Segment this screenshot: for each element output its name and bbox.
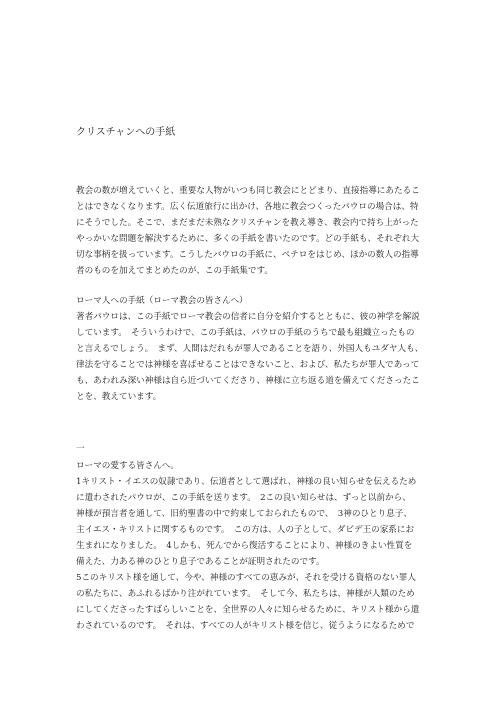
intro-line: とはできなくなります。広く伝道旅行に出かけ、各地に教会つくったパウロの場合は、特 <box>76 202 419 212</box>
verse-line: 備えた、力ある神のひとり息子であることが証明されたのです。 <box>76 557 325 567</box>
intro-paragraph <box>76 183 424 279</box>
description-line: も、あわれみ深い神様は自ら近づいてくださり、神様に立ち返る道を備えてくださったこ <box>76 376 420 386</box>
verse-line: 生まれになりました。 4しかも、死んでから復活することにより、神様のきよい性質を <box>76 541 413 551</box>
description-line: 著者パウロは、この手紙でローマ教会の信者に自分を紹介するとともに、彼の神学を解説 <box>76 312 420 322</box>
verse-line: 主イエス・キリストに関するものです。 この方は、人の子として、ダビデ王の家系にお <box>76 525 415 535</box>
verse-line: の私たちに、あふれるばかり注がれています。 そして今、私たちは、神様が人類のため <box>76 589 415 599</box>
verses-body <box>76 458 424 634</box>
intro-line: にそうでした。そこで、まだまだ未熟なクリスチャンを教え導き、教会内で持ち上がった <box>76 218 419 228</box>
intro-line: 教会の数が増えていくと、重要な人物がいつも同じ教会にとどまり、直接指導にあたるこ <box>76 186 420 196</box>
verse-line: に遣わされたパウロが、この手紙を送ります。 2この良い知らせは、ずっと以前から、 <box>76 493 411 503</box>
chapter-number: 一 <box>76 444 85 454</box>
verse-line: 5このキリスト様を通して、今や、神様のすべての恵みが、それを受ける資格のない罪人 <box>76 573 416 583</box>
chapter-heading <box>76 441 424 457</box>
romans-heading <box>76 293 424 309</box>
intro-line: 者のものを加えてまとめたのが、この手紙集です。 <box>76 266 273 276</box>
verse-line: ローマの愛する皆さんへ。 <box>76 461 179 471</box>
description-line: しています。 そういうわけで、この手紙は、パウロの手紙のうちで最も組織立ったもの <box>76 328 415 338</box>
section-heading: ローマ人への手紙（ローマ教会の皆さんへ） <box>76 296 248 306</box>
verse-line: にしてくださったすばらしいことを、全世界の人々に知らせるために、キリスト様から遣 <box>76 605 420 615</box>
intro-line: 切な事柄を扱っています。こうしたパウロの手紙に、ペテロをはじめ、ほかの数人の指導 <box>76 250 419 260</box>
intro-line: やっかいな問題を解決するために、多くの手紙を書いたのです。どの手紙も、それぞれ大 <box>76 234 420 244</box>
description-line: 律法を守ることでは神様を喜ばせることはできないこと、および、私たちが罪人であって <box>76 360 420 370</box>
romans-description <box>76 309 424 405</box>
verse-line: わされているのです。 それは、すべての人がキリスト様を信じ、従うようになるためで <box>76 621 415 631</box>
description-line: と言えるでしょう。 まず、人間はだれもが罪人であることを語り、外国人もユダヤ人も、 <box>76 344 424 354</box>
verse-line: 神様が預言者を通して、旧約聖書の中で約束しておられたもので、 3神のひとり息子、 <box>76 509 412 519</box>
document-title: クリスチャンへの手紙 <box>76 127 176 138</box>
description-line: とを、教えています。 <box>76 392 162 402</box>
verse-line: 1キリスト・イエスの奴隷であり、伝道者として選ばれ、神様の良い知らせを伝えるため <box>76 477 417 487</box>
